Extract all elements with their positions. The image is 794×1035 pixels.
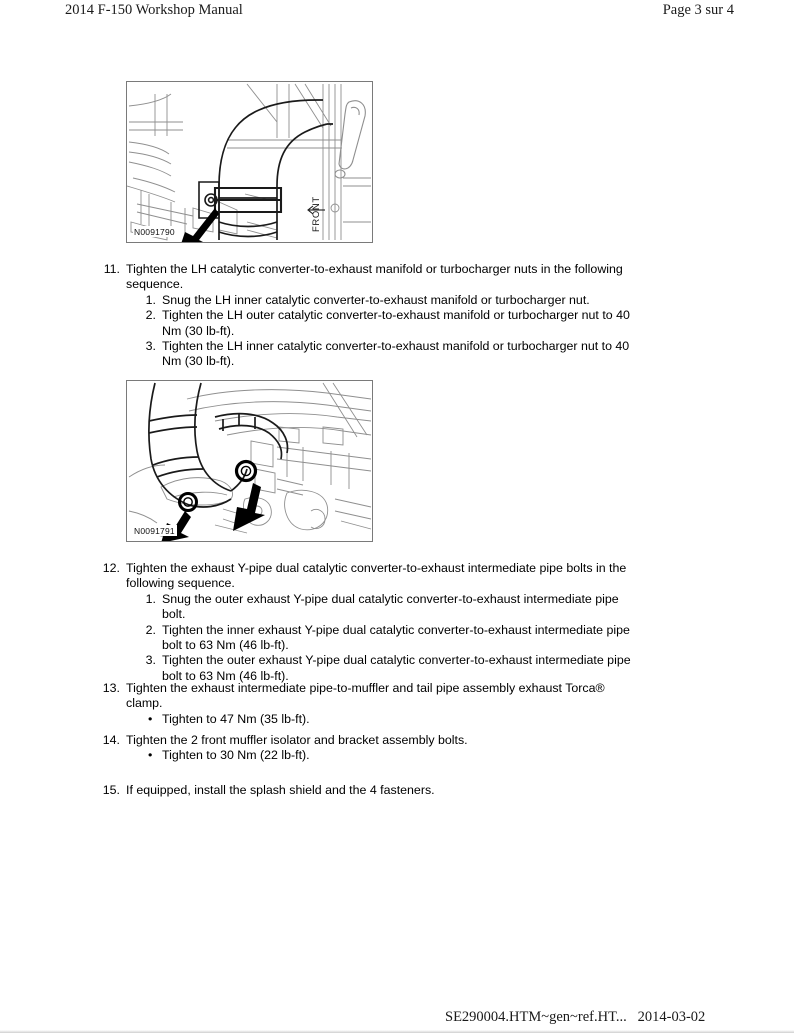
figure-1-label: N0091790 (134, 227, 175, 237)
step-14-row (0, 733, 640, 748)
front-direction-indicator (308, 196, 325, 232)
substep-number: 2. (145, 622, 156, 637)
step-13-bullet-1 (0, 712, 640, 727)
substep-number: 3. (145, 653, 156, 668)
bullet-text: Tighten to 47 Nm (35 lb-ft). (162, 711, 310, 726)
step-14-text: Tighten the 2 front muffler isolator and bracket assembly bolts. (126, 733, 468, 747)
footer-content (445, 1009, 705, 1026)
step-11-number: 11. (103, 262, 120, 276)
step-11-substep-1 (0, 293, 640, 308)
substep-number: 1. (145, 591, 156, 606)
manual-title: 2014 F-150 Workshop Manual (65, 2, 243, 18)
step-13-number: 13. (102, 681, 120, 695)
step-13-row (0, 681, 640, 712)
substep-number: 3. (145, 339, 156, 354)
substep-text: Snug the LH inner catalytic converter-to-exhaust manifold or turbocharger nut. (162, 292, 590, 307)
step-14-bullet-1 (0, 748, 640, 763)
substep-text: Tighten the LH inner catalytic converter-to-exhaust manifold or turbocharger nut to 40 Nm (30 lb-ft). (162, 339, 630, 369)
step-13 (0, 681, 640, 727)
substep-text: Tighten the LH outer catalytic converter-to-exhaust manifold or turbocharger nut to 40 Nm (30 lb-ft). (162, 308, 630, 338)
figure-2-label: N0091791 (134, 526, 175, 536)
substep-number: 1. (145, 292, 156, 307)
bolt-callout-2 (233, 462, 265, 532)
page-indicator: Page 3 sur 4 (662, 2, 734, 18)
step-12-number: 12. (102, 561, 120, 575)
page-header (0, 0, 794, 26)
bullet-text: Tighten to 30 Nm (22 lb-ft). (162, 748, 310, 763)
step-12-substeps (0, 592, 640, 684)
step-12 (0, 561, 640, 684)
step-12-substep-3 (0, 653, 640, 684)
step-11-substep-3 (0, 339, 640, 370)
step-11-row (0, 262, 640, 293)
svg-text:FRONT: FRONT (311, 196, 322, 232)
footer-divider (0, 1030, 794, 1033)
step-15 (0, 783, 640, 798)
step-15-text: If equipped, install the splash shield and the 4 fasteners. (126, 783, 435, 797)
substep-text: Snug the outer exhaust Y-pipe dual catalytic converter-to-exhaust intermediate pipe bolt. (162, 591, 619, 622)
step-12-text: Tighten the exhaust Y-pipe dual catalytic converter-to-exhaust intermediate pipe bolts in the following sequence. (126, 561, 627, 591)
footer-date: 2014-03-02 (637, 1009, 706, 1025)
substep-text: Tighten the outer exhaust Y-pipe dual catalytic converter-to-exhaust intermediate pipe bolt to 63 Nm (46 lb-ft). (162, 653, 631, 683)
step-11-substeps (0, 293, 640, 370)
substep-text: Tighten the inner exhaust Y-pipe dual catalytic converter-to-exhaust intermediate pipe bolt to 63 Nm (46 lb-ft). (162, 622, 630, 653)
footer-source-file: SE290004.HTM~gen~ref.HT... (445, 1009, 627, 1025)
step-14-number: 14. (102, 733, 120, 747)
step-12-substep-1 (0, 592, 640, 623)
step-11-substep-2 (0, 308, 640, 339)
step-15-row (0, 783, 640, 798)
step-11-text: Tighten the LH catalytic converter-to-exhaust manifold or turbocharger nuts in the following sequence. (126, 262, 623, 292)
step-14 (0, 733, 640, 764)
step-15-number: 15. (102, 783, 120, 797)
bullet-icon: • (148, 711, 153, 726)
step-12-row (0, 561, 640, 592)
substep-number: 2. (145, 308, 156, 323)
figure-1-line-art (127, 82, 372, 242)
step-12-substep-2 (0, 623, 640, 654)
figure-2-line-art (127, 381, 372, 541)
figure-exhaust-clamp (126, 81, 373, 243)
figure-ypipe-bolts (126, 380, 373, 542)
step-11 (0, 262, 640, 370)
bullet-icon: • (148, 748, 153, 763)
step-13-text: Tighten the exhaust intermediate pipe-to-muffler and tail pipe assembly exhaust Torca® clamp. (126, 681, 605, 711)
